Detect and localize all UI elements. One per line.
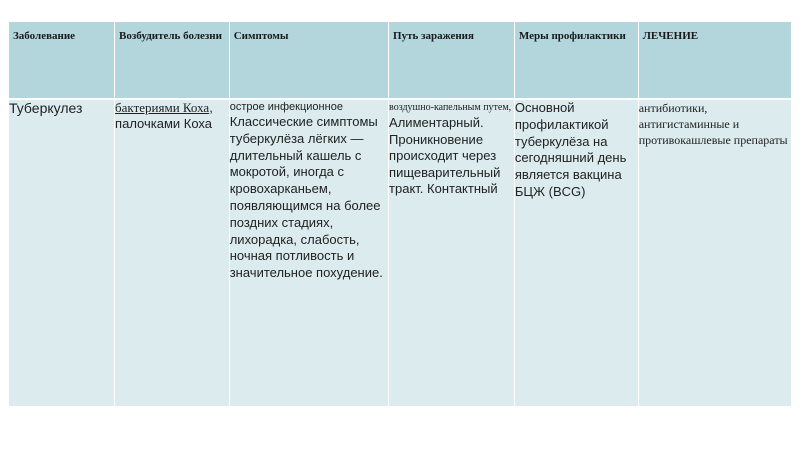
header-symptoms: Симптомы: [229, 22, 388, 99]
cell-disease: Туберкулез: [9, 99, 115, 406]
symptoms-intro: острое инфекционное: [229, 101, 343, 113]
route-text: Алиментарный. Проникновение происходит через пищеварительный тракт. Контактный: [389, 115, 501, 196]
header-prevention: Меры профилактики: [514, 22, 638, 99]
symptoms-text: Классические симптомы туберкулёза лёгких — длительный кашель с мокротой, иногда с кровохарканьем, появляющимся на более поздних стадиях, лихорадка, слабость, ночная потливость и значительное похудение.: [229, 114, 383, 281]
route-intro: воздушно-капельным путем,: [389, 102, 512, 113]
table-header-row: [9, 22, 792, 99]
cell-symptoms: [229, 99, 388, 406]
cell-treatment: антибиотики, антигистаминные и противокашлевые препараты: [638, 99, 791, 406]
header-route: Путь заражения: [389, 22, 515, 99]
disease-table: [9, 22, 792, 406]
cell-pathogen: [115, 99, 230, 406]
table-row: [9, 99, 792, 406]
cell-route: [389, 99, 515, 406]
header-treatment: ЛЕЧЕНИЕ: [638, 22, 791, 99]
pathogen-rest-text: , палочками Коха: [115, 100, 213, 131]
header-disease: Заболевание: [9, 22, 115, 99]
header-pathogen: Возбудитель болезни: [115, 22, 230, 99]
pathogen-link-text: бактериями Коха: [115, 100, 210, 115]
cell-prevention: Основной профилактикой туберкулёза на сегодняшний день является вакцина БЦЖ (BCG): [514, 99, 638, 406]
